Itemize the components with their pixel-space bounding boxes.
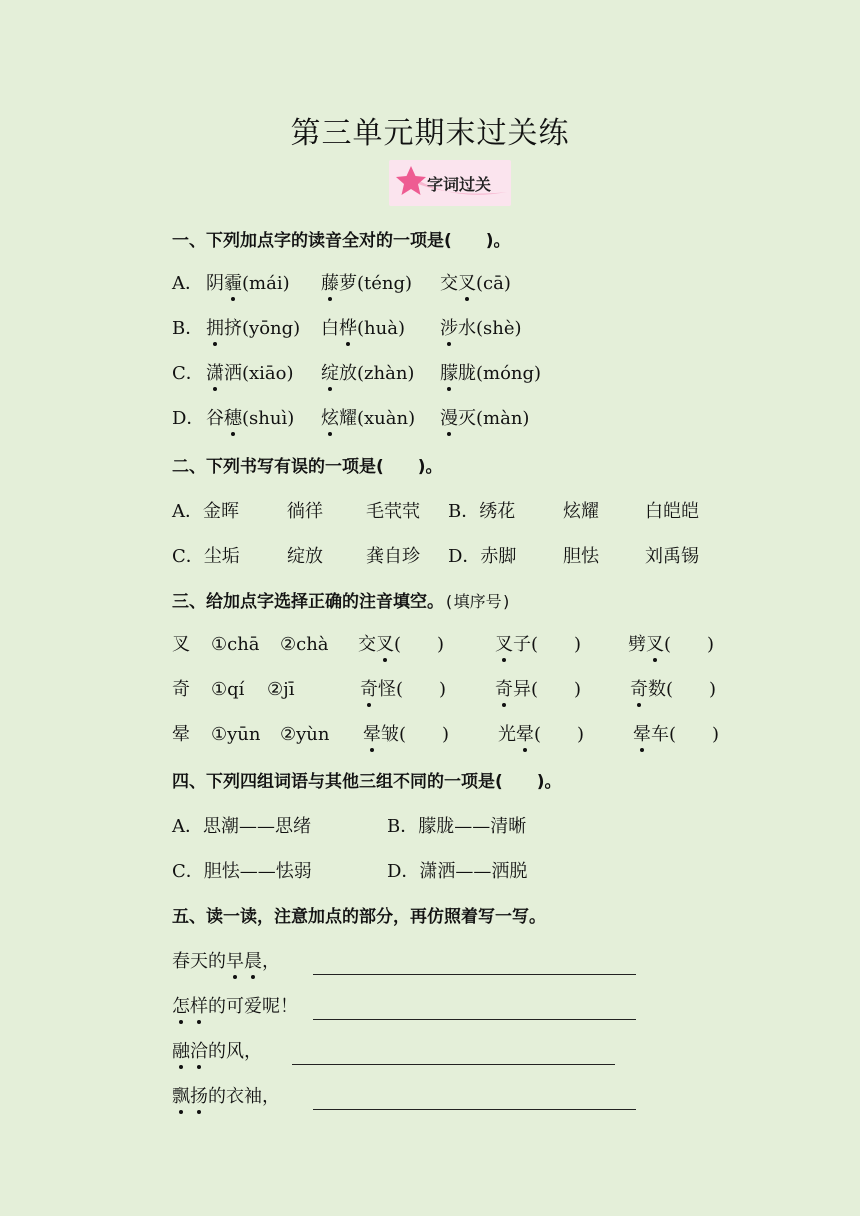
pinyin: (màn) [476, 408, 530, 429]
option-word [440, 272, 511, 296]
question-2-stem: 二、下列书写有误的一项是( )。 [172, 457, 443, 477]
option-word: 胆怯 [563, 546, 599, 567]
pinyin: (xuàn) [357, 408, 416, 429]
word-pre: 交 [358, 634, 376, 655]
word-dot-char: 奇 [360, 679, 378, 700]
option-word [206, 272, 290, 296]
banner-label: 字词过关 [427, 175, 492, 194]
word-post: ( ) [664, 634, 715, 655]
pinyin: (cā) [476, 273, 511, 294]
word [363, 724, 449, 745]
word-dot-char: 叉 [495, 634, 513, 655]
question-3-note: (填序号) [444, 592, 512, 611]
option-label: A． [172, 273, 203, 294]
fill-blank-word [630, 678, 716, 702]
phrase-dot-char: 晨 [244, 951, 262, 972]
option-pair: D．潇洒——洒脱 [387, 861, 528, 882]
phrase [172, 996, 298, 1017]
word-pre: 阴 [206, 273, 224, 294]
option-word [321, 362, 414, 386]
word [321, 408, 357, 429]
answer-blank[interactable] [313, 1109, 636, 1110]
example-phrase [172, 1040, 262, 1064]
fill-blank-word [363, 723, 449, 747]
phrase-post: 的衣袖， [208, 1086, 280, 1107]
pinyin: (yōng) [242, 318, 301, 339]
phrase-dot-char: 早 [226, 951, 244, 972]
phrase-post: 的可爱呢！ [208, 996, 298, 1017]
word [440, 408, 476, 429]
word-dot-char: 奇 [495, 679, 513, 700]
word-dot-char: 叉 [458, 273, 476, 294]
word-post: 萝 [339, 273, 357, 294]
example-phrase [172, 995, 298, 1019]
option-word [321, 407, 415, 431]
example-phrase [172, 950, 280, 974]
word-post: ( ) [394, 634, 445, 655]
phrase-dot-char: 怎 [172, 996, 190, 1017]
pinyin-option: ②jī [267, 679, 295, 700]
option-word [440, 317, 522, 341]
word [321, 273, 357, 294]
word-dot-char: 霾 [224, 273, 242, 294]
word [358, 634, 444, 655]
word-dot-char: 晕 [516, 724, 534, 745]
pinyin: (huà) [357, 318, 405, 339]
answer-blank[interactable] [313, 974, 636, 975]
option-word: C．尘垢 [172, 546, 240, 567]
option-word [440, 362, 541, 386]
word-post: 皱( ) [381, 724, 450, 745]
pinyin-option: ①qí [211, 679, 245, 700]
fill-blank-word [498, 723, 584, 747]
option-word [440, 407, 529, 431]
word-post: 放 [339, 363, 357, 384]
option-pair: A．思潮——思绪 [172, 816, 311, 837]
option-word: D．赤脚 [448, 546, 517, 567]
word [498, 724, 584, 745]
word-dot-char: 绽 [321, 363, 339, 384]
phrase-post: ， [262, 951, 280, 972]
option-word [206, 362, 294, 386]
word [495, 634, 581, 655]
example-phrase [172, 1085, 280, 1109]
word-post: 胧 [458, 363, 476, 384]
pinyin-option: ①yūn [211, 724, 261, 745]
word [206, 363, 242, 384]
option-word: A．金晖 [172, 501, 239, 522]
word-dot-char: 藤 [321, 273, 339, 294]
pinyin-option: ②yùn [280, 724, 330, 745]
option-label: C． [172, 363, 204, 384]
pinyin: (xiāo) [242, 363, 294, 384]
word-pre: 劈 [628, 634, 646, 655]
word-dot-char: 穗 [224, 408, 242, 429]
question-3-text: 三、给加点字选择正确的注音填空。 [172, 592, 444, 612]
option-word: 绽放 [287, 546, 323, 567]
word [440, 363, 476, 384]
pinyin: (mái) [242, 273, 290, 294]
word-dot-char: 叉 [376, 634, 394, 655]
phrase-dot-char: 扬 [190, 1086, 208, 1107]
fill-blank-word [358, 633, 444, 657]
word-post: ( ) [534, 724, 585, 745]
word-dot-char: 桦 [339, 318, 357, 339]
option-word: 白皑皑 [645, 501, 699, 522]
pinyin: (shuì) [242, 408, 295, 429]
pinyin: (shè) [476, 318, 522, 339]
word-dot-char: 叉 [646, 634, 664, 655]
question-5-stem: 五、读一读，注意加点的部分，再仿照着写一写。 [172, 907, 546, 927]
option-pair: B．朦胧——清晰 [387, 816, 527, 837]
word [360, 679, 446, 700]
pinyin-option: ①chā [211, 634, 260, 655]
fill-blank-word [495, 633, 581, 657]
word-post: 数( ) [648, 679, 717, 700]
question-3-stem [172, 590, 511, 614]
phrase-dot-char: 样 [190, 996, 208, 1017]
phrase [172, 1041, 262, 1062]
word-post: 怪( ) [378, 679, 447, 700]
word-dot-char: 炫 [321, 408, 339, 429]
word [440, 318, 476, 339]
word-dot-char: 潇 [206, 363, 224, 384]
target-char: 奇 [172, 679, 190, 700]
word-post: 水 [458, 318, 476, 339]
pinyin: (téng) [357, 273, 413, 294]
target-char: 晕 [172, 724, 190, 745]
word-pre: 谷 [206, 408, 224, 429]
option-pair: C．胆怯——怯弱 [172, 861, 312, 882]
word-dot-char: 漫 [440, 408, 458, 429]
phrase-post: 的风， [208, 1041, 262, 1062]
fill-blank-word [628, 633, 714, 657]
option-word [206, 317, 300, 341]
option-word: 刘禹锡 [645, 546, 699, 567]
word [440, 273, 476, 294]
target-char: 叉 [172, 634, 190, 655]
fill-blank-word [360, 678, 446, 702]
option-word: 炫耀 [563, 501, 599, 522]
word-pre: 白 [321, 318, 339, 339]
word-dot-char: 晕 [363, 724, 381, 745]
option-word [206, 407, 294, 431]
option-word [321, 272, 412, 296]
word [206, 408, 242, 429]
option-label: B． [172, 318, 204, 339]
word-dot-char: 晕 [633, 724, 651, 745]
option-word: 毛茕茕 [366, 501, 420, 522]
fill-blank-word [495, 678, 581, 702]
word [206, 273, 242, 294]
phrase [172, 1086, 280, 1107]
section-banner [389, 160, 511, 206]
answer-blank[interactable] [292, 1064, 615, 1065]
word [321, 363, 357, 384]
option-word: 徜徉 [287, 501, 323, 522]
word-pre: 光 [498, 724, 516, 745]
word [628, 634, 714, 655]
word-post: 车( ) [651, 724, 720, 745]
word [321, 318, 357, 339]
option-word: B．绣花 [448, 501, 516, 522]
word-post: 耀 [339, 408, 357, 429]
phrase-pre: 春天的 [172, 951, 226, 972]
word-dot-char: 朦 [440, 363, 458, 384]
word [630, 679, 716, 700]
word-dot-char: 涉 [440, 318, 458, 339]
option-word: 龚自珍 [366, 546, 420, 567]
pinyin: (móng) [476, 363, 542, 384]
word-post: 异( ) [513, 679, 582, 700]
word-dot-char: 拥 [206, 318, 224, 339]
page-title: 第三单元期末过关练 [290, 116, 570, 151]
phrase-dot-char: 洽 [190, 1041, 208, 1062]
fill-blank-word [633, 723, 719, 747]
word-pre: 交 [440, 273, 458, 294]
answer-blank[interactable] [313, 1019, 636, 1020]
question-1-stem: 一、下列加点字的读音全对的一项是( )。 [172, 231, 511, 251]
word-post: 挤 [224, 318, 242, 339]
word-post: 灭 [458, 408, 476, 429]
option-label: D． [172, 408, 205, 429]
question-4-stem: 四、下列四组词语与其他三组不同的一项是( )。 [172, 772, 562, 792]
word-dot-char: 奇 [630, 679, 648, 700]
phrase-dot-char: 飘 [172, 1086, 190, 1107]
phrase-dot-char: 融 [172, 1041, 190, 1062]
word [206, 318, 242, 339]
word [633, 724, 719, 745]
pinyin: (zhàn) [357, 363, 415, 384]
word-post: 子( ) [513, 634, 582, 655]
word-post: 洒 [224, 363, 242, 384]
word [495, 679, 581, 700]
pinyin-option: ②chà [280, 634, 329, 655]
option-word [321, 317, 405, 341]
